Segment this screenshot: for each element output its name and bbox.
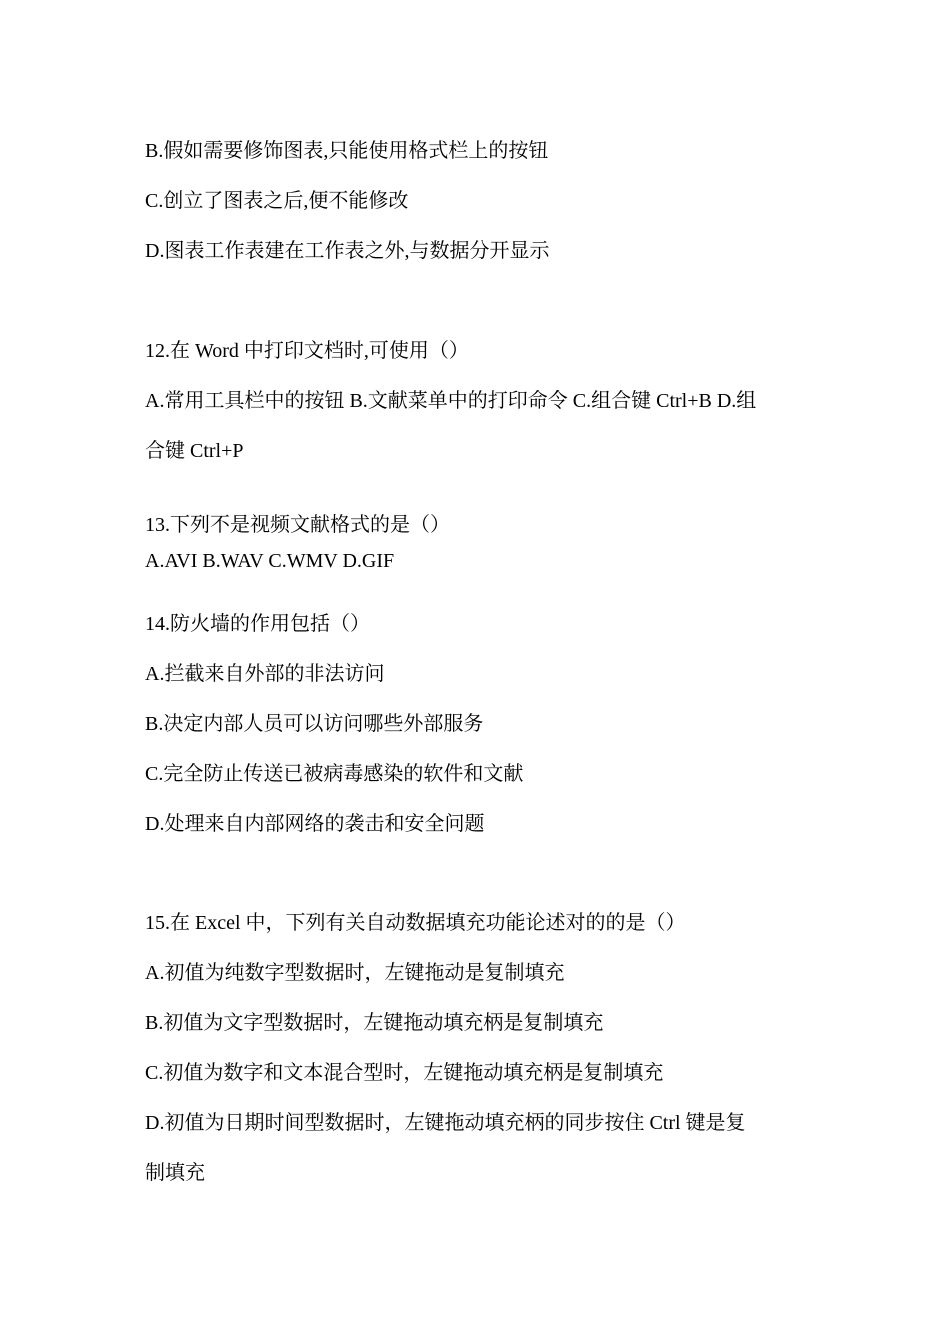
q14-stem: 14.防火墙的作用包括（） <box>145 613 370 635</box>
q15-option-d-line1: D.初值为日期时间型数据时，左键拖动填充柄的同步按住 Ctrl 键是复 <box>145 1112 746 1134</box>
q12-stem: 12.在 Word 中打印文档时,可使用（） <box>145 340 469 362</box>
q15-stem: 15.在 Excel 中，下列有关自动数据填充功能论述对的的是（） <box>145 912 686 934</box>
q13-options: A.AVI B.WAV C.WMV D.GIF <box>145 550 395 572</box>
q15-option-b: B.初值为文字型数据时，左键拖动填充柄是复制填充 <box>145 1012 604 1034</box>
q11-option-b: B.假如需要修饰图表,只能使用格式栏上的按钮 <box>145 140 549 162</box>
q15-option-c: C.初值为数字和文本混合型时，左键拖动填充柄是复制填充 <box>145 1062 664 1084</box>
q11-option-d: D.图表工作表建在工作表之外,与数据分开显示 <box>145 240 550 262</box>
q12-options-line1: A.常用工具栏中的按钮 B.文献菜单中的打印命令 C.组合键 Ctrl+B D.组 <box>145 390 757 412</box>
q12-options-line2: 合键 Ctrl+P <box>145 440 244 462</box>
q15-option-a: A.初值为纯数字型数据时，左键拖动是复制填充 <box>145 962 565 984</box>
q14-option-b: B.决定内部人员可以访问哪些外部服务 <box>145 713 484 735</box>
q14-option-d: D.处理来自内部网络的袭击和安全问题 <box>145 813 485 835</box>
q11-option-c: C.创立了图表之后,便不能修改 <box>145 190 409 212</box>
q15-option-d-line2: 制填充 <box>145 1162 205 1184</box>
q14-option-c: C.完全防止传送已被病毒感染的软件和文献 <box>145 763 524 785</box>
q14-option-a: A.拦截来自外部的非法访问 <box>145 663 385 685</box>
q13-stem: 13.下列不是视频文献格式的是（） <box>145 514 450 536</box>
